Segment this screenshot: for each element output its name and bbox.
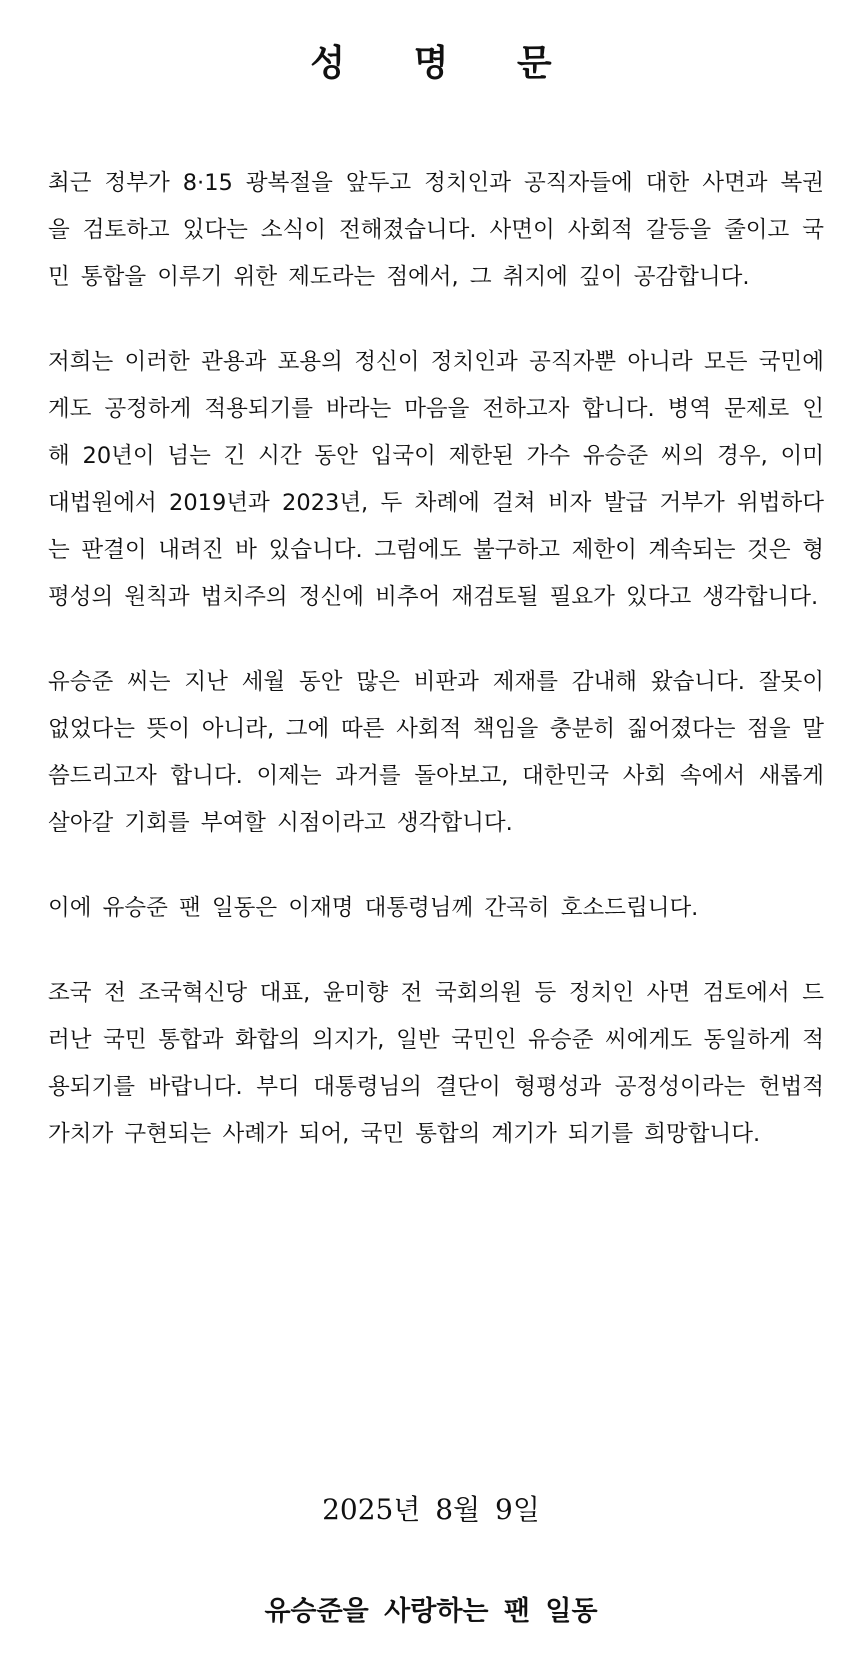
paragraph-appeal: 이에 유승준 팬 일동은 이재명 대통령님께 간곡히 호소드립니다. (48, 895, 699, 921)
statement-signature: 유승준을 사랑하는 팬 일동 (264, 1596, 598, 1627)
paragraph-hope: 조국 전 조국혁신당 대표, 윤미향 전 국회의원 등 정치인 사면 검토에서 드러난 국민 통합과 화합의 의지가, 일반 국민인 유승준 씨에게도 동일하게 적용되기를 바랍니다. 부디 대통령님의 결단이 형평성과 공정성이라는 헌법적 가치가 구현되는 사례가 되어, 국민 통합의 계기가 되기를 희망합니다. (48, 980, 824, 1147)
statement-date: 2025년 8월 9일 (322, 1493, 540, 1526)
paragraph-responsibility: 유승준 씨는 지난 세월 동안 많은 비판과 제재를 감내해 왔습니다. 잘못이 없었다는 뜻이 아니라, 그에 따른 사회적 책임을 충분히 짊어졌다는 점을 말씀드리고자 합니다. 이제는 과거를 돌아보고, 대한민국 사회 속에서 새롭게 살아갈 기회를 부여할 시점이라고 생각합니다. (48, 669, 824, 836)
paragraph-fair-application: 저희는 이러한 관용과 포용의 정신이 정치인과 공직자뿐 아니라 모든 국민에게도 공정하게 적용되기를 바라는 마음을 전하고자 합니다. 병역 문제로 인해 20년이 넘는 긴 시간 동안 입국이 제한된 가수 유승준 씨의 경우, 이미 대법원에서 2019년과 2023년, 두 차례에 걸쳐 비자 발급 거부가 위법하다는 판결이 내려진 바 있습니다. 그럼에도 불구하고 제한이 계속되는 것은 형평성의 원칙과 법치주의 정신에 비추어 재검토될 필요가 있다고 생각합니다. (48, 349, 824, 610)
paragraph-pardon-review: 최근 정부가 8·15 광복절을 앞두고 정치인과 공직자들에 대한 사면과 복권을 검토하고 있다는 소식이 전해졌습니다. 사면이 사회적 갈등을 줄이고 국민 통합을 이루기 위한 제도라는 점에서, 그 취지에 깊이 공감합니다. (48, 170, 824, 290)
document-title: 성 명 문 (310, 42, 580, 84)
statement-body (48, 160, 824, 1196)
